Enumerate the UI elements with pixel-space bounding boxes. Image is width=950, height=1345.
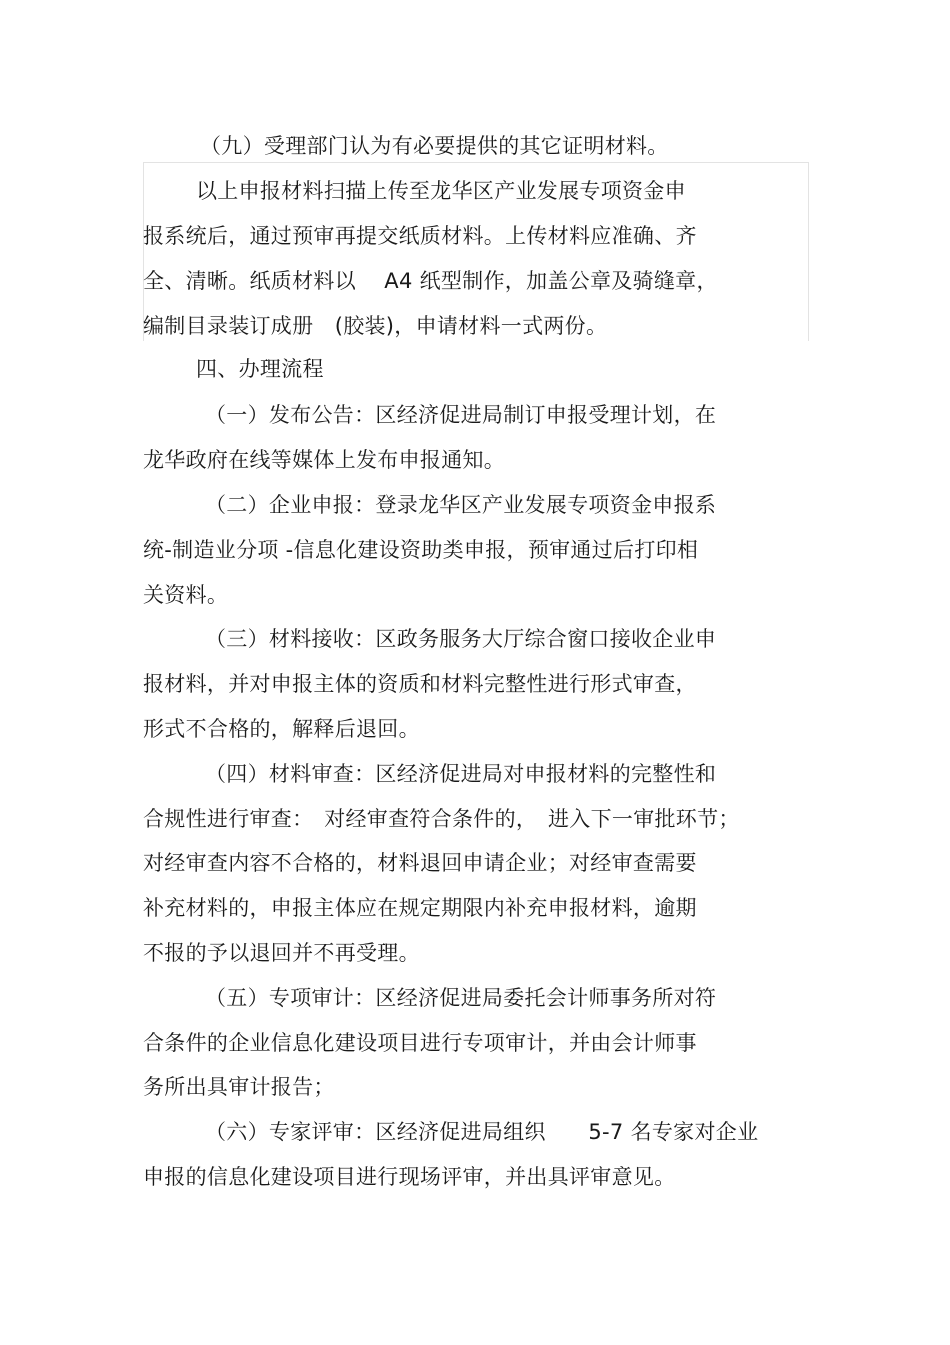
step-2-line-1: （二）企业申报：登录龙华区产业发展专项资金申报系 xyxy=(205,493,717,517)
step-6-line-2: 申报的信息化建设项目进行现场评审，并出具评审意见。 xyxy=(143,1165,676,1189)
materials-para-line-2: 报系统后，通过预审再提交纸质材料。上传材料应准确、齐 xyxy=(143,224,697,248)
step-3-line-1: （三）材料接收：区政务服务大厅综合窗口接收企业申 xyxy=(205,627,717,651)
step-4-line-5: 不报的予以退回并不再受理。 xyxy=(143,941,420,965)
step-4-line-2: 合规性进行审查： 对经审查符合条件的， 进入下一审批环节； xyxy=(143,807,740,831)
step-5-line-2: 合条件的企业信息化建设项目进行专项审计，并由会计师事 xyxy=(143,1031,697,1055)
step-1-line-1: （一）发布公告：区经济促进局制订申报受理计划，在 xyxy=(205,403,717,427)
step-2-line-2: 统-制造业分项 -信息化建设资助类申报，预审通过后打印相 xyxy=(143,538,699,562)
step-4-line-4: 补充材料的，申报主体应在规定期限内补充申报材料，逾期 xyxy=(143,896,697,920)
step-3-line-3: 形式不合格的，解释后退回。 xyxy=(143,717,420,741)
step-2-line-3: 关资料。 xyxy=(143,583,229,607)
step-3-line-2: 报材料，并对申报主体的资质和材料完整性进行形式审查， xyxy=(143,672,697,696)
step-1-line-2: 龙华政府在线等媒体上发布申报通知。 xyxy=(143,448,506,472)
step-4-line-1: （四）材料审查：区经济促进局对申报材料的完整性和 xyxy=(205,762,717,786)
step-4-line-3: 对经审查内容不合格的，材料退回申请企业；对经审查需要 xyxy=(143,851,697,875)
step-5-line-3: 务所出具审计报告； xyxy=(143,1075,335,1099)
materials-para-line-1: 以上申报材料扫描上传至龙华区产业发展专项资金申 xyxy=(196,179,686,203)
item-9-line: （九）受理部门认为有必要提供的其它证明材料。 xyxy=(200,134,669,158)
materials-para-line-4: 编制目录装订成册 (胶装)，申请材料一式两份。 xyxy=(143,314,608,338)
step-5-line-1: （五）专项审计：区经济促进局委托会计师事务所对符 xyxy=(205,986,717,1010)
section-heading: 四、办理流程 xyxy=(196,357,324,381)
materials-para-line-3: 全、清晰。纸质材料以 A4 纸型制作，加盖公章及骑缝章， xyxy=(143,269,718,293)
step-6-line-1: （六）专家评审：区经济促进局组织 5-7 名专家对企业 xyxy=(205,1120,759,1144)
